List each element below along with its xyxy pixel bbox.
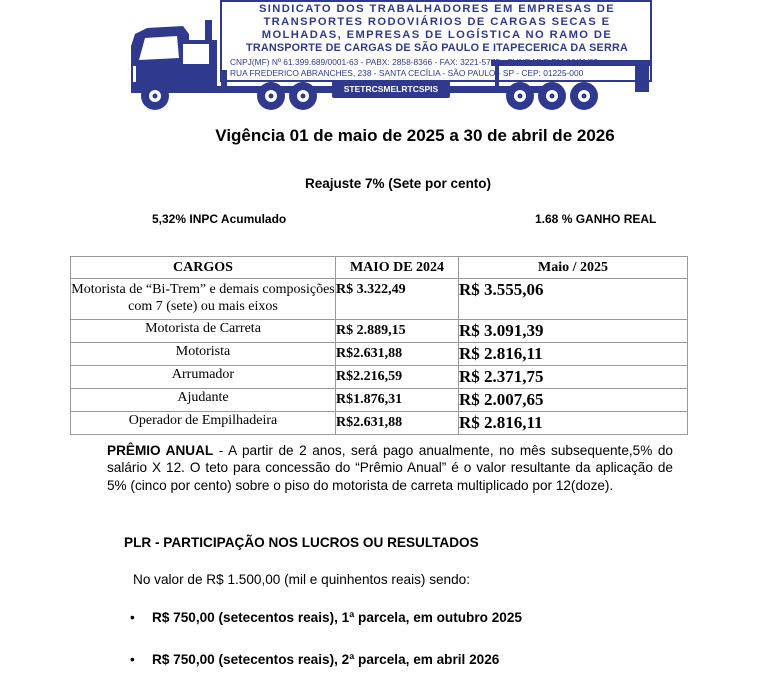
maio-2024-cell: R$2.631,88 — [336, 412, 459, 435]
org-name-line-3: MOLHADAS, EMPRESAS DE LOGÍSTICA NO RAMO DE — [261, 29, 613, 41]
table-row — [71, 389, 688, 412]
inpc-text: 5,32% INPC Acumulado — [152, 212, 287, 226]
cargo-cell: Ajudante — [71, 389, 336, 412]
bullet-icon: • — [130, 652, 135, 667]
org-name-line-1: SINDICATO DOS TRABALHADORES EM EMPRESAS DE — [258, 3, 616, 15]
organization-header — [222, 2, 652, 82]
table-row — [71, 343, 688, 366]
cargo-cell: Motorista de Carreta — [71, 320, 336, 343]
cargo-cell: Motorista de “Bi-Trem” e demais composições com 7 (sete) ou mais eixos — [71, 279, 336, 320]
org-address-line: RUA FREDERICO ABRANCHES, 238 - SANTA CECÍLIA - SÃO PAULO - SP - CEP: 01225-000 — [230, 68, 584, 78]
plr-valor-text: No valor de R$ 1.500,00 (mil e quinhentos reais) sendo: — [133, 572, 471, 587]
org-acronym-badge: STETRCSMELRTCSPIS — [332, 81, 450, 98]
header-cargos: CARGOS — [71, 257, 336, 279]
maio-2025-cell: R$ 2.371,75 — [459, 366, 688, 389]
header-maio-2024: MAIO DE 2024 — [336, 257, 459, 279]
header-maio-2025: Maio / 2025 — [459, 257, 688, 279]
org-name-line-2: TRANSPORTES RODOVIÁRIOS DE CARGAS SECAS E — [263, 16, 611, 28]
premio-anual-paragraph — [107, 442, 673, 494]
plr-heading: PLR - PARTICIPAÇÃO NOS LUCROS OU RESULTADOS — [124, 535, 479, 550]
premio-anual-label: PRÊMIO ANUAL — [107, 443, 214, 458]
plr-parcela-item — [130, 652, 499, 667]
org-name-line-4: TRANSPORTE DE CARGAS DE SÃO PAULO E ITAPECERICA DA SERRA — [246, 42, 628, 54]
table-row — [71, 320, 688, 343]
page-title: Vigência 01 de maio de 2025 a 30 de abril de 2026 — [215, 126, 615, 145]
maio-2024-cell: R$ 3.322,49 — [336, 279, 459, 320]
maio-2025-cell: R$ 2.816,11 — [459, 412, 688, 435]
reajuste-text: Reajuste 7% (Sete por cento) — [305, 176, 492, 191]
maio-2025-cell: R$ 2.007,65 — [459, 389, 688, 412]
org-cnpj-line: CNPJ(MF) Nº 61.399.689/0001-63 - PABX: 2858-8366 - FAX: 3221-5775 - FUNDADO EM 26/11/89 — [230, 57, 599, 67]
ganho-real-text: 1.68 % GANHO REAL — [535, 212, 657, 226]
table-row — [71, 366, 688, 389]
plr-parcela-text: R$ 750,00 (setecentos reais), 1ª parcela, em outubro 2025 — [152, 610, 522, 625]
plr-parcela-text: R$ 750,00 (setecentos reais), 2ª parcela, em abril 2026 — [152, 652, 500, 667]
maio-2024-cell: R$2.631,88 — [336, 343, 459, 366]
table-row — [71, 279, 688, 320]
maio-2025-cell: R$ 3.555,06 — [459, 279, 688, 320]
maio-2024-cell: R$1.876,31 — [336, 389, 459, 412]
maio-2025-cell: R$ 2.816,11 — [459, 343, 688, 366]
cargo-cell: Arrumador — [71, 366, 336, 389]
premio-anual-text: - A partir de 2 anos, será pago anualmente, no mês subsequente,5% do salário X 12. O teto para concessão do “Prêmio Anual” é o valor resultante da aplicação de 5% (cinco por cento) sobre o piso do motorista de carreta multiplicado por 12(doze). — [107, 443, 673, 493]
maio-2024-cell: R$2.216,59 — [336, 366, 459, 389]
maio-2024-cell: R$ 2.889,15 — [336, 320, 459, 343]
wage-table — [70, 256, 688, 435]
table-header-row — [71, 257, 688, 279]
bullet-icon: • — [130, 610, 135, 625]
table-row — [71, 412, 688, 435]
maio-2025-cell: R$ 3.091,39 — [459, 320, 688, 343]
plr-parcela-item — [130, 610, 522, 625]
cargo-cell: Operador de Empilhadeira — [71, 412, 336, 435]
cargo-cell: Motorista — [71, 343, 336, 366]
